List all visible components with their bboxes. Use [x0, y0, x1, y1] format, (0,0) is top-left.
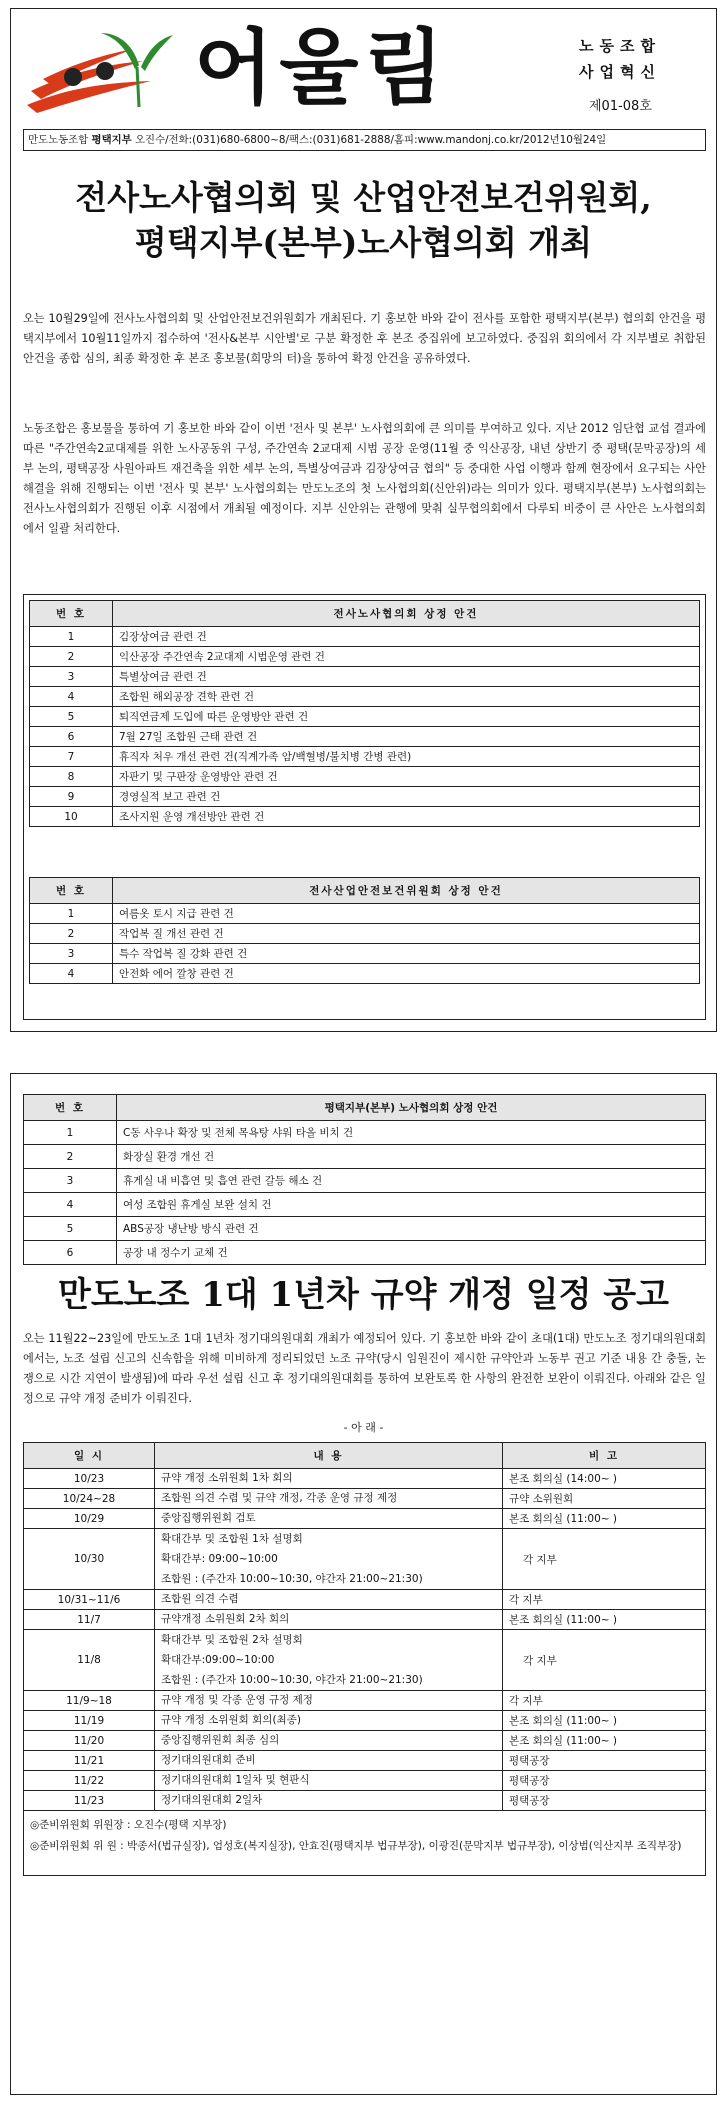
schedule-content-line: 정기대의원대회 2일차: [161, 1794, 263, 1806]
schedule-content: [155, 1791, 503, 1811]
schedule-row: [24, 1751, 706, 1771]
table-row: [30, 964, 700, 984]
agenda-table-safety: [29, 877, 700, 984]
schedule-content-line: 확대간부 및 조합원 1차 설명회: [161, 1533, 303, 1545]
committee-chair: ◎준비위원회 위원장 : 오진수(평택 지부장): [30, 1819, 227, 1831]
col-title-header: 전사노사협의회 상정 안건: [113, 601, 700, 627]
schedule-content: [155, 1489, 503, 1509]
info-bold: 평택지부: [91, 134, 132, 146]
agenda-item: 안전화 에어 깔창 관련 건: [113, 964, 700, 984]
schedule-note: 본조 회의실 (11:00~ ): [503, 1509, 706, 1529]
row-number: 1: [30, 904, 113, 924]
col-title-header: 평택지부(본부) 노사협의회 상정 안건: [117, 1095, 706, 1121]
table-row: [24, 1145, 706, 1169]
row-number: 4: [30, 687, 113, 707]
schedule-content-line: 확대간부 및 조합원 2차 설명회: [161, 1634, 303, 1646]
agenda-item: 특수 작업복 질 강화 관련 건: [113, 944, 700, 964]
schedule-content-line: 정기대의원대회 준비: [161, 1754, 256, 1766]
publisher-info-bar: [23, 129, 706, 151]
schedule-content-line: 규약 개정 소위원회 회의(최종): [161, 1714, 301, 1726]
row-number: 9: [30, 787, 113, 807]
schedule-row: [24, 1711, 706, 1731]
row-number: 10: [30, 807, 113, 827]
schedule-content: [155, 1691, 503, 1711]
info-prefix: 만도노동조합: [28, 134, 92, 146]
table-row: [30, 924, 700, 944]
schedule-date: 11/23: [24, 1791, 155, 1811]
schedule-date: 11/22: [24, 1771, 155, 1791]
agenda-item: 공장 내 정수기 교체 건: [117, 1241, 706, 1265]
newsletter-page-1: [10, 8, 717, 1032]
agenda-item: ABS공장 냉난방 방식 관련 건: [117, 1217, 706, 1241]
row-number: 3: [30, 667, 113, 687]
table-row: [30, 767, 700, 787]
schedule-note: 각 지부: [503, 1630, 706, 1691]
schedule-content: [155, 1509, 503, 1529]
schedule-note: 본조 회의실 (11:00~ ): [503, 1711, 706, 1731]
schedule-date: 11/7: [24, 1610, 155, 1630]
schedule-content: [155, 1630, 503, 1691]
schedule-note: 본조 회의실 (14:00~ ): [503, 1469, 706, 1489]
schedule-note: 각 지부: [503, 1691, 706, 1711]
schedule-content-line: 조합원 : (주간자 10:00~10:30, 야간자 21:00~21:30): [161, 1573, 423, 1585]
agenda-item: 특별상여금 관련 건: [113, 667, 700, 687]
row-number: 2: [30, 647, 113, 667]
schedule-table: [23, 1442, 706, 1876]
schedule-note: 규약 소위원회: [503, 1489, 706, 1509]
schedule-date: 10/30: [24, 1529, 155, 1590]
schedule-content: [155, 1731, 503, 1751]
schedule-row: [24, 1590, 706, 1610]
schedule-date: 10/23: [24, 1469, 155, 1489]
agenda-item: 작업복 질 개선 관련 건: [113, 924, 700, 944]
headline-line-1: 전사노사협의회 및 산업안전보건위원회,: [75, 178, 652, 217]
agenda-item: 여성 조합원 휴게실 보완 설치 건: [117, 1193, 706, 1217]
schedule-row: [24, 1691, 706, 1711]
schedule-content-line: 규약개정 소위원회 2차 회의: [161, 1613, 290, 1625]
agenda-item: 휴직자 처우 개선 관련 건(직계가족 암/백혈병/불치병 간병 관련): [113, 747, 700, 767]
schedule-note: 각 지부: [503, 1529, 706, 1590]
schedule-date: 11/9~18: [24, 1691, 155, 1711]
col-note-header: 비 고: [503, 1443, 706, 1469]
schedule-content-line: 확대간부: 09:00~10:00: [161, 1553, 278, 1565]
schedule-date: 10/24~28: [24, 1489, 155, 1509]
row-number: 3: [24, 1169, 117, 1193]
schedule-content-line: 조합원 : (주간자 10:00~10:30, 야간자 21:00~21:30): [161, 1674, 423, 1686]
headline-line-2: 평택지부(본부)노사협의회 개최: [134, 223, 593, 262]
table-row: [30, 944, 700, 964]
schedule-date: 11/19: [24, 1711, 155, 1731]
masthead: [19, 17, 709, 129]
schedule-date: 10/29: [24, 1509, 155, 1529]
agenda-item: 여름옷 토시 지급 관련 건: [113, 904, 700, 924]
agenda-item: C동 사우나 확장 및 전체 목욕탕 샤워 타올 비치 건: [117, 1121, 706, 1145]
agenda-item: 휴게실 내 비흡연 및 흡연 관련 갈등 해소 건: [117, 1169, 706, 1193]
schedule-note: 평택공장: [503, 1751, 706, 1771]
schedule-content-line: 중앙집행위원회 최종 심의: [161, 1734, 280, 1746]
agenda-item: 김장상여금 관련 건: [113, 627, 700, 647]
table-row: [24, 1241, 706, 1265]
row-number: 5: [30, 707, 113, 727]
row-number: 7: [30, 747, 113, 767]
row-number: 1: [30, 627, 113, 647]
union-logo-icon: [23, 21, 173, 121]
schedule-note: 평택공장: [503, 1791, 706, 1811]
schedule-content: [155, 1529, 503, 1590]
agenda-item: 익산공장 주간연속 2교대제 시범운영 관련 건: [113, 647, 700, 667]
row-number: 6: [24, 1241, 117, 1265]
table-row: [24, 1121, 706, 1145]
agenda-item: 화장실 환경 개선 건: [117, 1145, 706, 1169]
row-number: 4: [30, 964, 113, 984]
row-number: 2: [24, 1145, 117, 1169]
schedule-row: [24, 1771, 706, 1791]
agenda-item: 퇴직연금제 도입에 따른 운영방안 관련 건: [113, 707, 700, 727]
col-number-header: 번 호: [24, 1095, 117, 1121]
table-row: [30, 747, 700, 767]
schedule-content-line: 조합원 의견 수렴: [161, 1593, 239, 1605]
notice-marker: - 아 래 -: [343, 1421, 384, 1434]
schedule-row: [24, 1791, 706, 1811]
schedule-content: [155, 1751, 503, 1771]
schedule-note: 본조 회의실 (11:00~ ): [503, 1731, 706, 1751]
table-row: [30, 687, 700, 707]
row-number: 6: [30, 727, 113, 747]
schedule-date: 10/31~11/6: [24, 1590, 155, 1610]
agenda-item: 경영실적 보고 관련 건: [113, 787, 700, 807]
schedule-row: [24, 1610, 706, 1630]
issue-number: 제01-08호: [589, 99, 652, 114]
schedule-content: [155, 1469, 503, 1489]
schedule-content: [155, 1711, 503, 1731]
col-title-header: 전사산업안전보건위원회 상정 안건: [113, 878, 700, 904]
schedule-footer: [24, 1811, 706, 1876]
agenda-item: 조사지원 운영 개선방안 관련 건: [113, 807, 700, 827]
schedule-date: 11/20: [24, 1731, 155, 1751]
schedule-row: [24, 1731, 706, 1751]
schedule-row: [24, 1630, 706, 1691]
schedule-date: 11/21: [24, 1751, 155, 1771]
table-row: [30, 727, 700, 747]
masthead-subtitle-1: 노동조합: [579, 37, 661, 55]
table-row: [30, 904, 700, 924]
table-row: [24, 1193, 706, 1217]
row-number: 1: [24, 1121, 117, 1145]
masthead-subtitle-2: 사업혁신: [579, 63, 661, 81]
article1-paragraph-1: 오는 10월29일에 전사노사협의회 및 산업안전보건위원회가 개최된다. 기 홍보한 바와 같이 전사를 포함한 평택지부(본부) 협의회 안건을 평택지부에서 10월11일까지 접수하여 '전사&본부 시안별'로 구분 확정한 후 본조 중집위에 보고하였다. 중집위 회의에서 각 지부별로 취합된 안건을 종합 심의, 최종 확정한 후 본조 홍보물(희망의 터)을 통하여 확정 안건을 공유하였다.: [23, 312, 706, 365]
agenda-item: 자판기 및 구판장 운영방안 관련 건: [113, 767, 700, 787]
col-content-header: 내 용: [155, 1443, 503, 1469]
newsletter-title: 어울림: [194, 20, 450, 116]
schedule-note: 본조 회의실 (11:00~ ): [503, 1610, 706, 1630]
schedule-row: [24, 1509, 706, 1529]
col-number-header: 번 호: [30, 878, 113, 904]
newsletter-page-2: [10, 1073, 717, 2095]
schedule-content: [155, 1771, 503, 1791]
table-row: [30, 647, 700, 667]
row-number: 4: [24, 1193, 117, 1217]
table-row: [24, 1169, 706, 1193]
committee-members: ◎준비위원회 위 원 : 박종서(법규실장), 엄성호(복지실장), 안효진(평택지부 법규부장), 이광진(문막지부 법규부장), 이상범(익산지부 조직부장): [30, 1840, 682, 1852]
row-number: 2: [30, 924, 113, 944]
schedule-note: 평택공장: [503, 1771, 706, 1791]
schedule-content-line: 규약 개정 및 각종 운영 규정 제정: [161, 1694, 313, 1706]
schedule-row: [24, 1469, 706, 1489]
table-row: [30, 707, 700, 727]
agenda-item: 7월 27일 조합원 근태 관련 건: [113, 727, 700, 747]
table-row: [30, 667, 700, 687]
row-number: 3: [30, 944, 113, 964]
col-number-header: 번 호: [30, 601, 113, 627]
row-number: 8: [30, 767, 113, 787]
schedule-content: [155, 1610, 503, 1630]
schedule-content-line: 정기대의원대회 1일차 및 현판식: [161, 1774, 310, 1786]
info-rest: 오진수/전화:(031)680-6800~8/팩스:(031)681-2888/홈피:www.mandonj.co.kr/2012년10월24일: [131, 134, 607, 146]
agenda-table-branch: [23, 1094, 706, 1265]
schedule-row: [24, 1489, 706, 1509]
col-date-header: 일 시: [24, 1443, 155, 1469]
table-row: [30, 627, 700, 647]
schedule-date: 11/8: [24, 1630, 155, 1691]
table-row: [30, 807, 700, 827]
schedule-content-line: 확대간부:09:00~10:00: [161, 1654, 275, 1666]
agenda-table-company: [29, 600, 700, 827]
schedule-content-line: 규약 개정 소위원회 1차 회의: [161, 1472, 293, 1484]
schedule-content: [155, 1590, 503, 1610]
agenda-item: 조합원 해외공장 견학 관련 건: [113, 687, 700, 707]
schedule-content-line: 중앙집행위원회 검토: [161, 1512, 256, 1524]
article1-paragraph-2: 노동조합은 홍보물을 통하여 기 홍보한 바와 같이 이번 '전사 및 본부' 노사협의회에 큰 의미를 부여하고 있다. 지난 2012 임단협 교섭 결과에 따른 "주간연속2교대제를 위한 노사공동위 구성, 주간연속 2교대제 시범 공장 운영(11월 중 익산공장, 내년 상반기 중 평택(문막공장)의 세부 논의, 평택공장 사원아파트 재건축을 위한 세부 논의, 특별상여금과 김장상여금 협의" 등 중대한 사업 이행과 함께 현장에서 요구되는 사안 해결을 위해 진행되는 이번 '전사 및 본부' 노사협의회는 만도노조의 첫 노사협의회(신안위)라는 의미가 있다. 평택지부(본부) 노사협의회는 전사노사협의회가 진행된 이후 시점에서 개최될 예정이다. 지부 신안위는 관행에 맞춰 실무협의회에서 다루되 비중이 큰 사안은 노사협의회에서 일괄 처리한다.: [23, 422, 706, 535]
row-number: 5: [24, 1217, 117, 1241]
article2-paragraph: 오는 11월22~23일에 만도노조 1대 1년차 정기대의원대회 개최가 예정되어 있다. 기 홍보한 바와 같이 초대(1대) 만도노조 정기대의원대회에서는, 노조 설립 신고의 신속함을 위해 미비하게 정리되었던 노조 규약(당시 임원진이 제시한 규약안과 노동부 권고 기준 내용 간 충돌, 논쟁으로 시간 지연이 발생됨)에 따라 우선 설립 신고 후 정기대의원대회를 통하여 보완토록 한 사항의 완전한 보완이 이뤄진다. 아래와 같은 일정으로 규약 개정 준비가 이뤄진다.: [23, 1332, 706, 1405]
table-row: [30, 787, 700, 807]
article2-headline: 만도노조 1대 1년차 규약 개정 일정 공고: [58, 1275, 669, 1315]
table-row: [24, 1217, 706, 1241]
schedule-content-line: 조합원 의견 수렴 및 규약 개정, 각종 운영 규정 제정: [161, 1492, 398, 1504]
schedule-note: 각 지부: [503, 1590, 706, 1610]
schedule-row: [24, 1529, 706, 1590]
